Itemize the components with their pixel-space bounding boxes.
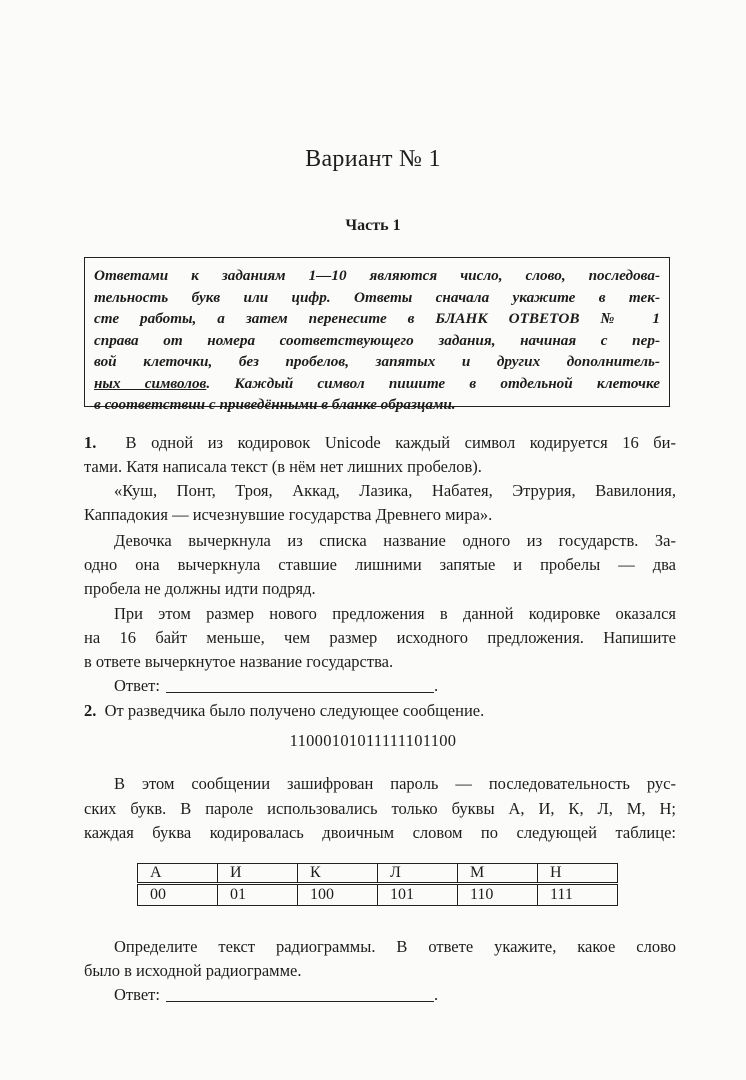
task2-line [84,701,484,721]
encoded-message: 11000101011111101100 [289,731,457,750]
code-table [137,863,618,906]
instructions-line: Ответами к заданиям 1—10 являются число, слово, последова- [94,267,660,284]
underlined-text: ных символов [94,374,207,392]
table-cell-letter: А [138,864,218,884]
table-cell-letter: И [218,864,298,884]
task1-line: в ответе вычеркнутое название государства. [84,652,394,671]
task2-number: 2. [84,701,97,720]
instructions-line: тельность букв или цифр. Ответы сначала укажите в тек- [94,288,660,306]
part-title: Часть 1 [345,217,401,234]
table-cell-letter: Н [538,864,618,884]
task1-line [84,433,676,453]
instructions-line [94,373,660,395]
instructions-line: справа от номера соответствующего задания, начиная с пер- [94,331,660,349]
table-cell-code: 101 [378,884,458,906]
task2-answer: Ответ: . [114,985,439,1004]
task2-line: каждая буква кодировалась двоичным словом по следующей таблице: [84,823,676,842]
answer-label: Ответ: [114,985,160,1004]
table-cell-letter: К [298,864,378,884]
task2-line: В этом сообщении зашифрован пароль — последовательность рус- [114,774,676,793]
table-cell-code: 00 [138,884,218,906]
task1-line: одно она вычеркнула ставшие лишними запятые и пробелы — два [84,555,676,574]
answer-blank[interactable] [166,987,434,1002]
task2-line: Определите текст радиограммы. В ответе укажите, какое слово [114,937,676,956]
instructions-line: сте работы, а затем перенесите в БЛАНК ОТВЕТОВ № 1 [94,310,660,327]
task1-line: тами. Катя написала текст (в нём нет лишних пробелов). [84,457,482,476]
table-cell-code: 110 [458,884,538,906]
variant-title: Вариант № 1 [305,146,441,172]
task1-line: Девочка вычеркнула из списка название одного из государств. За- [114,531,676,550]
answer-blank[interactable] [166,678,434,693]
task2-intro: От разведчика было получено следующее сообщение. [104,701,485,720]
task1-answer: Ответ: . [114,676,439,695]
task2-line: ских букв. В пароле использовались только буквы А, И, К, Л, М, Н; [84,799,676,818]
instructions-line: вой клеточки, без пробелов, запятых и других дополнитель- [94,353,660,370]
table-row-letters [138,864,618,884]
table-cell-code: 111 [538,884,618,906]
task1-number: 1. [84,433,97,452]
table-row-codes [138,884,618,906]
task1-line: «Куш, Понт, Троя, Аккад, Лазика, Набатея, Этрурия, Вавилония, [114,481,676,500]
task1-line: на 16 байт меньше, чем размер исходного предложения. Напишите [84,628,676,647]
table-cell-letter: М [458,864,538,884]
task1-line: При этом размер нового предложения в данной кодировке оказался [114,604,676,623]
answer-label: Ответ: [114,676,160,695]
table-cell-code: 100 [298,884,378,906]
task1-text: В одной из кодировок Unicode каждый символ кодируется 16 би- [125,433,677,452]
task2-line: было в исходной радиограмме. [84,961,302,980]
instructions-box [84,257,670,413]
table-cell-code: 01 [218,884,298,906]
task1-line: Каппадокия — исчезнувшие государства Древнего мира». [84,505,493,524]
task1-line: пробела не должны идти подряд. [84,579,316,598]
table-cell-letter: Л [378,864,458,884]
instructions-line: в соответствии с приведёнными в бланке образцами. [94,396,456,413]
instructions-line-rest: . Каждый символ пишите в отдельной клеточке [206,374,660,392]
